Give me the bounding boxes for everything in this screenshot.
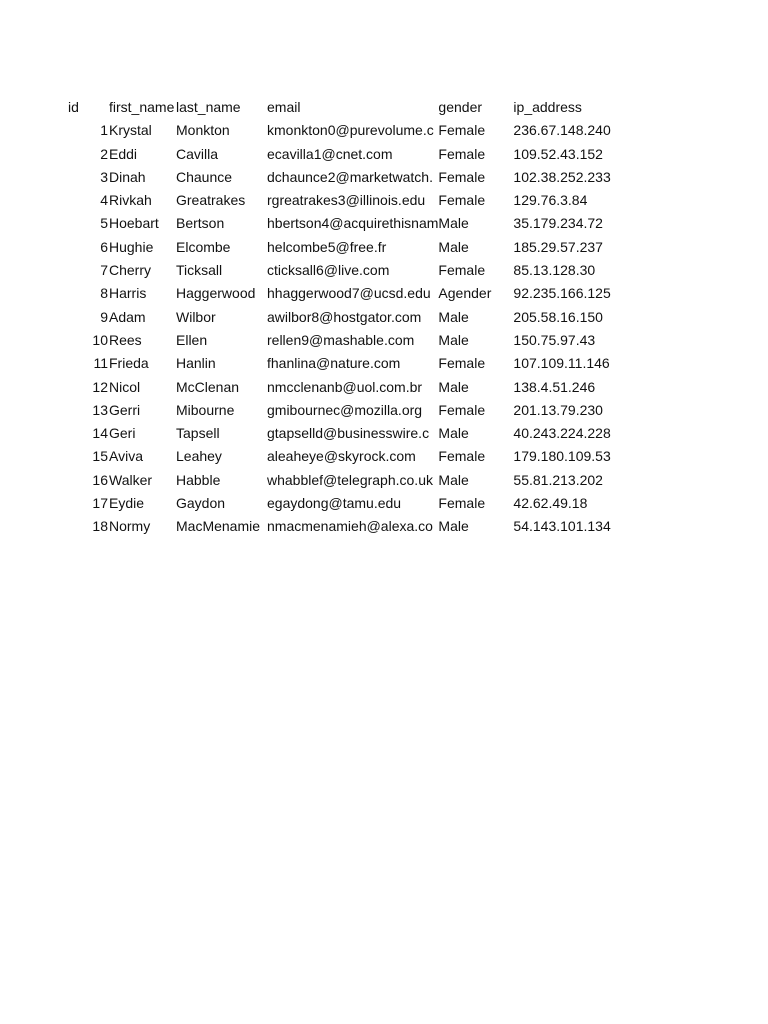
cell-email: rgreatrakes3@illinois.edu bbox=[267, 192, 426, 209]
table-row bbox=[68, 469, 623, 492]
cell-email: hhaggerwood7@ucsd.edu bbox=[267, 285, 431, 302]
table-row bbox=[68, 329, 623, 352]
cell-email: helcombe5@free.fr bbox=[267, 238, 387, 255]
table-row bbox=[68, 212, 623, 235]
cell-last-name: MacMenamie bbox=[176, 518, 261, 535]
cell-id: 17 bbox=[92, 495, 108, 512]
cell-email: fhanlina@nature.com bbox=[267, 355, 401, 372]
cell-id: 10 bbox=[92, 331, 108, 348]
cell-last-name: Cavilla bbox=[176, 145, 219, 162]
cell-email: ecavilla1@cnet.com bbox=[267, 145, 393, 162]
table-row bbox=[68, 492, 623, 515]
cell-id: 4 bbox=[100, 192, 108, 209]
cell-last-name: Habble bbox=[176, 471, 221, 488]
cell-gender: Female bbox=[438, 448, 486, 465]
cell-ip-address: 35.179.234.72 bbox=[513, 215, 603, 232]
cell-email: awilbor8@hostgator.com bbox=[267, 308, 422, 325]
cell-id: 6 bbox=[100, 238, 108, 255]
cell-email: whabblef@telegraph.co.uk bbox=[267, 471, 433, 488]
cell-first-name: Frieda bbox=[109, 355, 149, 372]
cell-gender: Female bbox=[438, 401, 486, 418]
cell-last-name: McClenan bbox=[176, 378, 240, 395]
cell-first-name: Adam bbox=[109, 308, 146, 325]
cell-first-name: Dinah bbox=[109, 168, 146, 185]
cell-first-name: Hughie bbox=[109, 238, 154, 255]
cell-ip-address: 205.58.16.150 bbox=[513, 308, 603, 325]
cell-id: 1 bbox=[100, 122, 108, 139]
cell-last-name: Tapsell bbox=[176, 425, 220, 442]
cell-first-name: Rivkah bbox=[109, 192, 152, 209]
cell-last-name: Monkton bbox=[176, 122, 230, 139]
table-row bbox=[68, 259, 623, 282]
cell-first-name: Rees bbox=[109, 331, 142, 348]
cell-gender: Female bbox=[438, 495, 486, 512]
cell-id: 3 bbox=[100, 168, 108, 185]
cell-first-name: Normy bbox=[109, 518, 151, 535]
header-last-name: last_name bbox=[176, 99, 241, 115]
cell-first-name: Krystal bbox=[109, 122, 152, 139]
cell-last-name: Wilbor bbox=[176, 308, 216, 325]
cell-id: 13 bbox=[92, 401, 108, 418]
cell-email: cticksall6@live.com bbox=[267, 262, 390, 279]
cell-id: 7 bbox=[100, 262, 108, 279]
cell-id: 18 bbox=[92, 518, 108, 535]
cell-ip-address: 42.62.49.18 bbox=[513, 495, 588, 512]
cell-gender: Male bbox=[438, 238, 469, 255]
cell-ip-address: 129.76.3.84 bbox=[513, 192, 588, 209]
cell-last-name: Gaydon bbox=[176, 495, 226, 512]
cell-gender: Agender bbox=[438, 285, 492, 302]
cell-gender: Male bbox=[438, 425, 469, 442]
cell-last-name: Leahey bbox=[176, 448, 222, 465]
cell-ip-address: 40.243.224.228 bbox=[513, 425, 611, 442]
cell-first-name: Walker bbox=[109, 471, 153, 488]
cell-email: egaydong@tamu.edu bbox=[267, 495, 402, 512]
cell-email: gmibournec@mozilla.org bbox=[267, 401, 423, 418]
cell-last-name: Ticksall bbox=[176, 262, 223, 279]
cell-gender: Male bbox=[438, 308, 469, 325]
cell-id: 12 bbox=[92, 378, 108, 395]
cell-ip-address: 138.4.51.246 bbox=[513, 378, 596, 395]
header-first-name: first_name bbox=[109, 99, 175, 115]
cell-ip-address: 54.143.101.134 bbox=[513, 518, 611, 535]
header-row bbox=[68, 96, 623, 119]
cell-email: gtapselld@businesswire.c bbox=[267, 425, 430, 442]
table-row bbox=[68, 445, 623, 468]
cell-gender: Male bbox=[438, 518, 469, 535]
cell-last-name: Elcombe bbox=[176, 238, 231, 255]
cell-first-name: Nicol bbox=[109, 378, 141, 395]
cell-gender: Female bbox=[438, 122, 486, 139]
cell-email: hbertson4@acquirethisnam bbox=[267, 215, 439, 232]
cell-id: 16 bbox=[92, 471, 108, 488]
cell-email: kmonkton0@purevolume.c bbox=[267, 122, 434, 139]
cell-last-name: Bertson bbox=[176, 215, 225, 232]
data-table bbox=[68, 96, 623, 539]
cell-first-name: Aviva bbox=[109, 448, 143, 465]
table-row bbox=[68, 236, 623, 259]
cell-email: aleaheye@skyrock.com bbox=[267, 448, 416, 465]
cell-id: 5 bbox=[100, 215, 108, 232]
cell-ip-address: 179.180.109.53 bbox=[513, 448, 611, 465]
cell-id: 2 bbox=[100, 145, 108, 162]
table-row bbox=[68, 399, 623, 422]
header-email: email bbox=[267, 99, 301, 115]
cell-ip-address: 185.29.57.237 bbox=[513, 238, 603, 255]
table-row bbox=[68, 352, 623, 375]
cell-first-name: Eydie bbox=[109, 495, 145, 512]
table-body bbox=[68, 96, 623, 539]
cell-gender: Male bbox=[438, 471, 469, 488]
cell-email: nmcclenanb@uol.com.br bbox=[267, 378, 423, 395]
table-row bbox=[68, 515, 623, 538]
spreadsheet-page bbox=[68, 96, 623, 539]
cell-id: 15 bbox=[92, 448, 108, 465]
cell-first-name: Geri bbox=[109, 425, 136, 442]
cell-first-name: Cherry bbox=[109, 262, 152, 279]
cell-gender: Male bbox=[438, 331, 469, 348]
header-id: id bbox=[68, 99, 79, 115]
cell-last-name: Mibourne bbox=[176, 401, 235, 418]
cell-last-name: Haggerwood bbox=[176, 285, 256, 302]
cell-last-name: Greatrakes bbox=[176, 192, 246, 209]
cell-id: 14 bbox=[92, 425, 108, 442]
cell-email: nmacmenamieh@alexa.co bbox=[267, 518, 433, 535]
cell-ip-address: 109.52.43.152 bbox=[513, 145, 603, 162]
cell-ip-address: 85.13.128.30 bbox=[513, 262, 596, 279]
cell-ip-address: 236.67.148.240 bbox=[513, 122, 611, 139]
table-row bbox=[68, 189, 623, 212]
cell-email: rellen9@mashable.com bbox=[267, 331, 415, 348]
cell-ip-address: 201.13.79.230 bbox=[513, 401, 603, 418]
cell-ip-address: 102.38.252.233 bbox=[513, 168, 611, 185]
cell-ip-address: 107.109.11.146 bbox=[513, 355, 610, 372]
cell-first-name: Eddi bbox=[109, 145, 138, 162]
table-row bbox=[68, 166, 623, 189]
cell-ip-address: 150.75.97.43 bbox=[513, 331, 596, 348]
table-row bbox=[68, 306, 623, 329]
cell-last-name: Chaunce bbox=[176, 168, 233, 185]
cell-gender: Female bbox=[438, 192, 486, 209]
cell-first-name: Hoebart bbox=[109, 215, 159, 232]
cell-first-name: Gerri bbox=[109, 401, 141, 418]
cell-last-name: Hanlin bbox=[176, 355, 216, 372]
cell-gender: Male bbox=[438, 378, 469, 395]
cell-ip-address: 55.81.213.202 bbox=[513, 471, 603, 488]
header-gender: gender bbox=[438, 99, 483, 115]
cell-id: 11 bbox=[93, 355, 108, 372]
table-row bbox=[68, 422, 623, 445]
cell-ip-address: 92.235.166.125 bbox=[513, 285, 611, 302]
cell-gender: Female bbox=[438, 355, 486, 372]
cell-email: dchaunce2@marketwatch. bbox=[267, 168, 433, 185]
cell-last-name: Ellen bbox=[176, 331, 208, 348]
cell-id: 8 bbox=[100, 285, 108, 302]
header-ip-address: ip_address bbox=[513, 99, 582, 115]
cell-gender: Female bbox=[438, 145, 486, 162]
cell-gender: Female bbox=[438, 262, 486, 279]
cell-gender: Female bbox=[438, 168, 486, 185]
table-row bbox=[68, 376, 623, 399]
cell-id: 9 bbox=[100, 308, 108, 325]
cell-gender: Male bbox=[438, 215, 469, 232]
table-row bbox=[68, 282, 623, 305]
table-row bbox=[68, 143, 623, 166]
table-row bbox=[68, 119, 623, 142]
cell-first-name: Harris bbox=[109, 285, 147, 302]
